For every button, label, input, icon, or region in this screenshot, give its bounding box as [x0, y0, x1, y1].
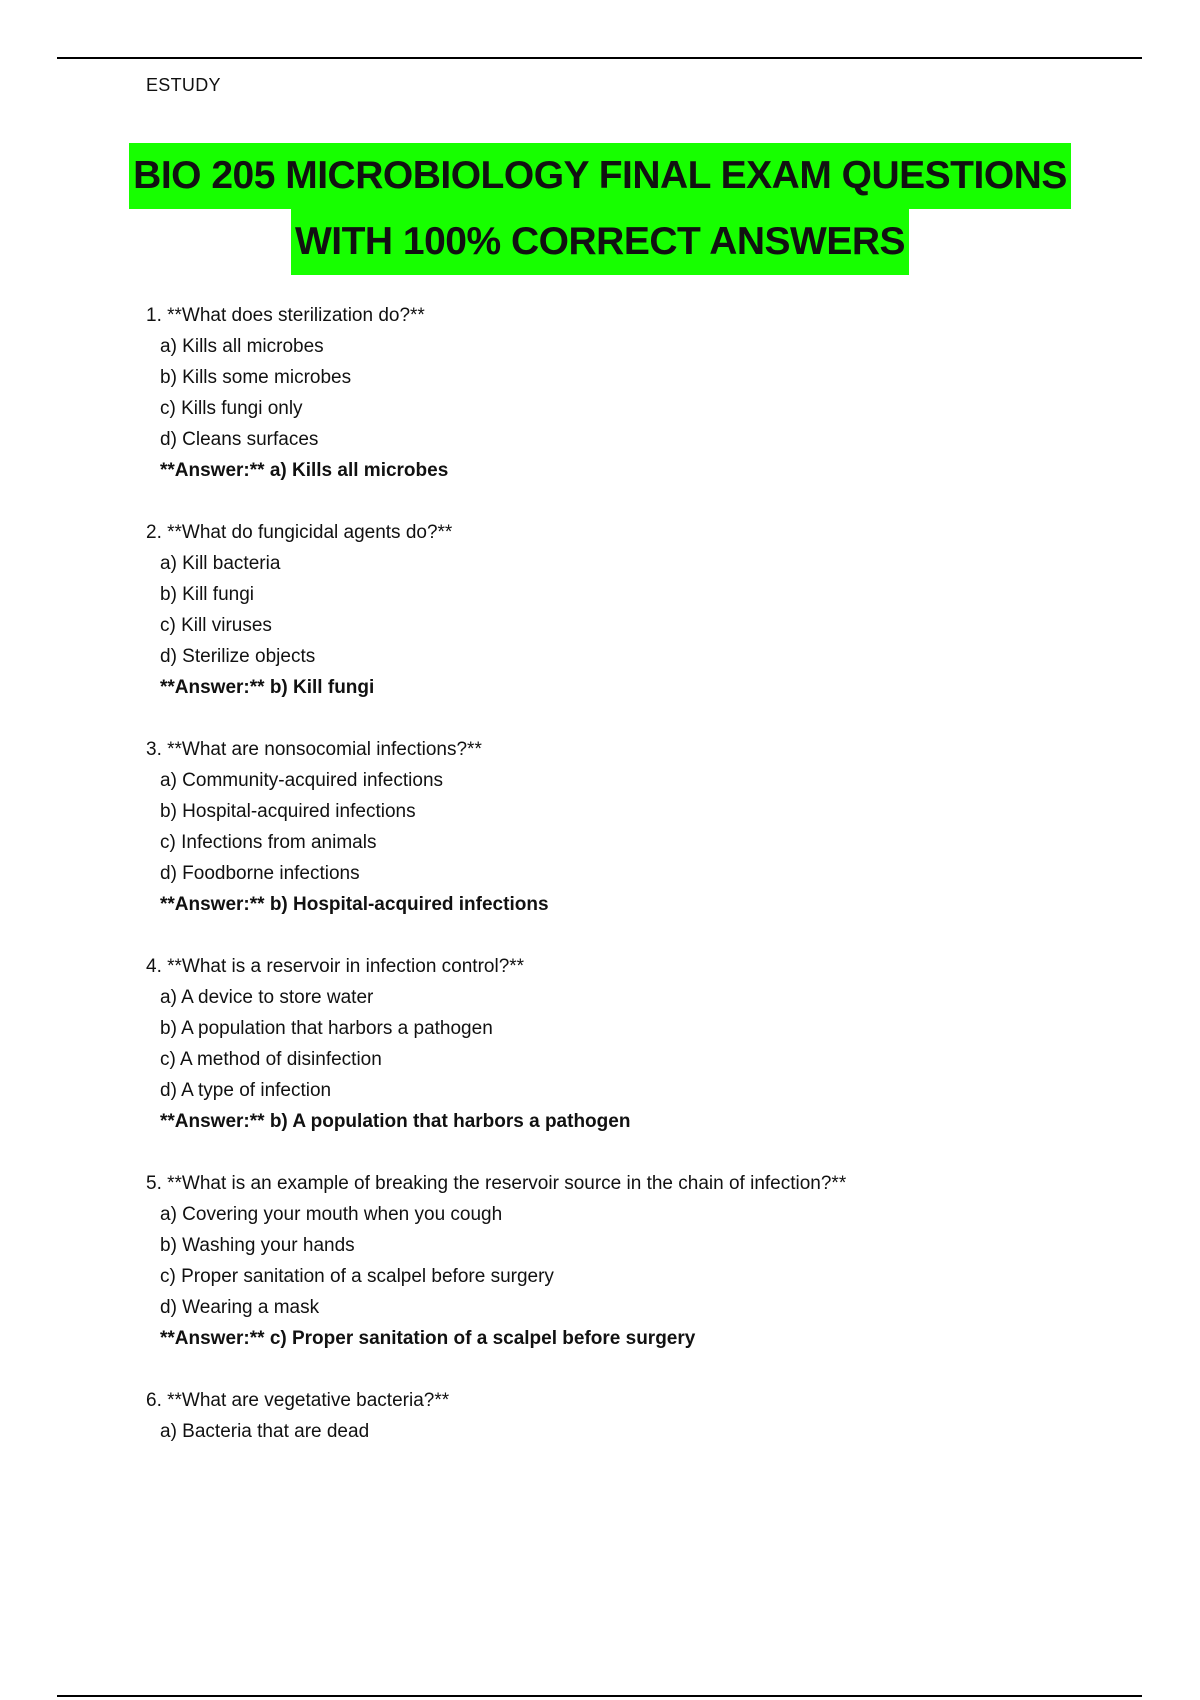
option-c: c) Infections from animals: [160, 832, 377, 853]
question-4: [146, 951, 1146, 1137]
option-d: d) A type of infection: [160, 1080, 332, 1101]
option-b: b) A population that harbors a pathogen: [160, 1018, 493, 1039]
document-header-label: ESTUDY: [146, 75, 221, 95]
option-a: a) Covering your mouth when you cough: [160, 1204, 503, 1225]
answer-line: **Answer:** b) Kill fungi: [160, 677, 375, 698]
option-b: b) Washing your hands: [160, 1235, 355, 1256]
option-a: a) Community-acquired infections: [160, 770, 444, 791]
option-b: b) Kills some microbes: [160, 367, 352, 388]
option-a: a) Kills all microbes: [160, 336, 324, 357]
option-b: b) Kill fungi: [160, 584, 254, 605]
option-d: d) Sterilize objects: [160, 646, 316, 667]
question-text: 4. **What is a reservoir in infection control?**: [146, 956, 525, 977]
option-a: a) Kill bacteria: [160, 553, 281, 574]
answer-line: **Answer:** b) Hospital-acquired infections: [160, 894, 549, 915]
question-list: [146, 300, 1146, 1478]
title-line-2: WITH 100% CORRECT ANSWERS: [291, 209, 909, 275]
option-d: d) Wearing a mask: [160, 1297, 320, 1318]
answer-line: **Answer:** b) A population that harbors a pathogen: [160, 1111, 631, 1132]
answer-line: **Answer:** a) Kills all microbes: [160, 460, 449, 481]
answer-line: **Answer:** c) Proper sanitation of a scalpel before surgery: [160, 1328, 696, 1349]
document-title: [0, 143, 1200, 275]
bottom-rule: [57, 1695, 1142, 1697]
title-line-1: BIO 205 MICROBIOLOGY FINAL EXAM QUESTIONS: [129, 143, 1071, 209]
question-text: 6. **What are vegetative bacteria?**: [146, 1390, 450, 1411]
option-a: a) Bacteria that are dead: [160, 1421, 370, 1442]
option-d: d) Cleans surfaces: [160, 429, 319, 450]
option-c: c) Proper sanitation of a scalpel before surgery: [160, 1266, 554, 1287]
question-3: [146, 734, 1146, 920]
question-text: 5. **What is an example of breaking the reservoir source in the chain of infection?**: [146, 1173, 847, 1194]
option-d: d) Foodborne infections: [160, 863, 360, 884]
option-a: a) A device to store water: [160, 987, 374, 1008]
question-6: [146, 1385, 1146, 1447]
option-c: c) Kill viruses: [160, 615, 272, 636]
question-text: 3. **What are nonsocomial infections?**: [146, 739, 482, 760]
question-1: [146, 300, 1146, 486]
question-5: [146, 1168, 1146, 1354]
question-text: 2. **What do fungicidal agents do?**: [146, 522, 453, 543]
option-c: c) Kills fungi only: [160, 398, 303, 419]
question-2: [146, 517, 1146, 703]
option-c: c) A method of disinfection: [160, 1049, 382, 1070]
option-b: b) Hospital-acquired infections: [160, 801, 416, 822]
question-text: 1. **What does sterilization do?**: [146, 305, 425, 326]
top-rule: [57, 57, 1142, 59]
